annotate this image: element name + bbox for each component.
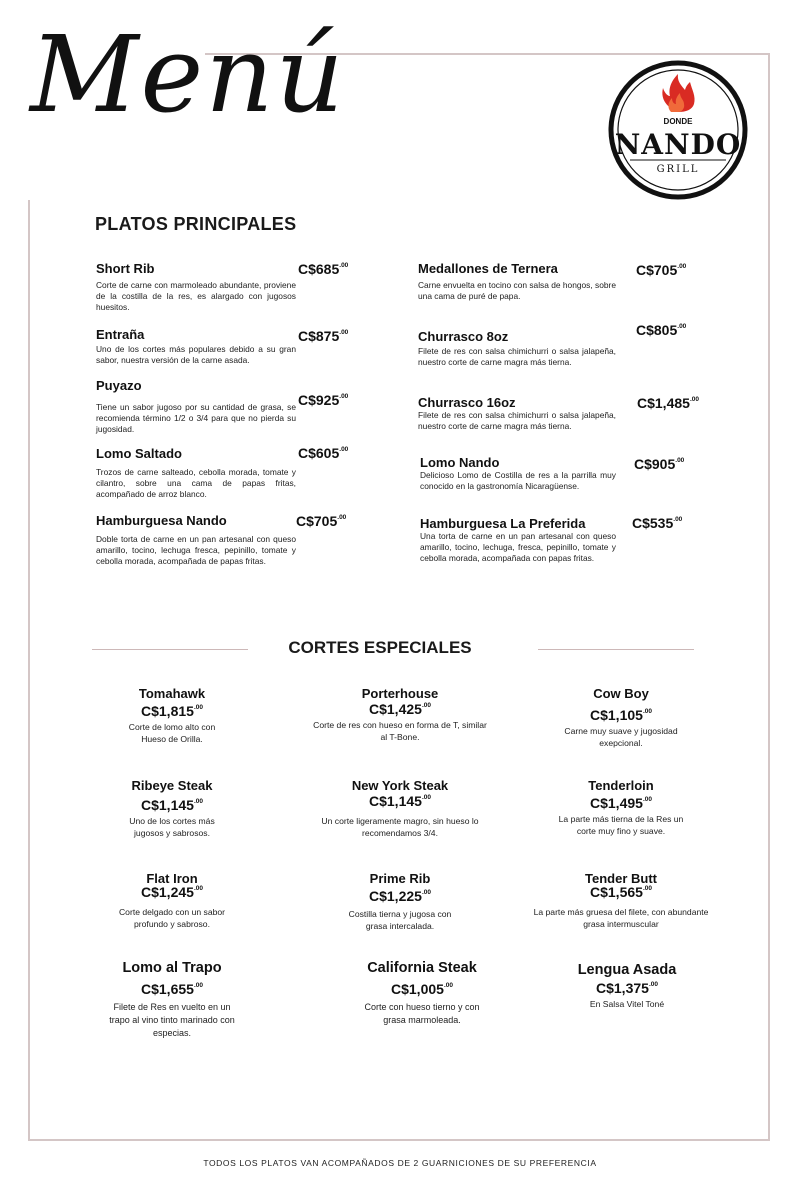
- cut-name: Porterhouse: [361, 686, 439, 701]
- cut-tenderloin: [531, 778, 711, 837]
- dish-churrasco-8oz: [418, 329, 616, 368]
- cut-desc: Corte con hueso tierno y con grasa marmoleada.: [364, 1002, 480, 1025]
- cut-name: Tomahawk: [138, 686, 206, 701]
- cut-tomahawk: [82, 686, 262, 745]
- cut-desc: En Salsa Vitel Toné: [589, 999, 665, 1009]
- cut-name: New York Steak: [351, 778, 449, 793]
- dish-desc: Doble torta de carne en un pan artesanal con queso amarillo, tocino, lechuga fresca, pepinillo, tomate y cebolla morada, acompañada de papas fritas.: [96, 534, 296, 567]
- dish-name: Churrasco 8oz: [418, 329, 509, 344]
- dish-price: $C\$535^{.00}$: [632, 515, 683, 531]
- cut-price: $C\$1,245^{.00}$: [141, 884, 203, 900]
- cut-desc: Costilla tierna y jugosa con grasa intercalada.: [348, 909, 452, 931]
- logo-name: NANDO: [614, 128, 742, 161]
- cut-price: $C\$1,145^{.00}$: [369, 793, 431, 809]
- cut-desc: Uno de los cortes más jugosos y sabrosos.: [129, 816, 215, 838]
- cut-porterhouse: [310, 686, 490, 743]
- dish-name: Hamburguesa La Preferida: [420, 516, 586, 531]
- cut-price: $C\$1,815^{.00}$: [141, 703, 203, 719]
- cut-new-york-steak: [310, 778, 490, 839]
- cut-name: Lomo al Trapo: [122, 960, 222, 976]
- cut-prime-rib: [310, 871, 490, 932]
- cut-name: Cow Boy: [593, 686, 649, 701]
- dish-entrana: [96, 327, 296, 366]
- logo-sub-text: GRILL: [656, 164, 700, 175]
- cut-name: Lengua Asada: [577, 962, 677, 978]
- dish-price: $C\$1,485^{.00}$: [637, 395, 699, 411]
- dish-medallones-de-ternera: [418, 261, 616, 302]
- cut-desc: La parte más tierna de la Res un corte muy fino y suave.: [558, 814, 684, 836]
- cut-name: California Steak: [367, 960, 477, 976]
- cut-desc: Corte de res con hueso en forma de T, similar al T-Bone.: [313, 720, 487, 742]
- cut-desc: Corte de lomo alto con Hueso de Orilla.: [128, 722, 216, 744]
- dish-desc: Filete de res con salsa chimichurri o salsa jalapeña, nuestro corte de carne magra más tierna.: [418, 410, 616, 432]
- dish-desc: Trozos de carne salteado, cebolla morada, tomate y cilantro, sobre una cama de papas fritas, acompañado de arroz blanco.: [96, 467, 296, 500]
- dish-desc: Corte de carne con marmoleado abundante, proviene de la costilla de la res, es alargado con jugosos huesitos.: [96, 280, 296, 313]
- logo-top-text: DONDE: [663, 117, 693, 126]
- dish-desc: Uno de los cortes más populares debido a su gran sabor, nuestra versión de la carne asada.: [96, 344, 296, 366]
- dish-desc: Tiene un sabor jugoso por su cantidad de grasa, se recomienda término 1/2 o 3/4 para que no pierda su jugosidad.: [96, 402, 296, 435]
- section-title-platos-principales: PLATOS PRINCIPALES: [95, 214, 297, 234]
- cut-desc: La parte más gruesa del filete, con abundante grasa intermuscular: [533, 907, 709, 929]
- dish-name: Entraña: [96, 327, 145, 342]
- dish-name: Short Rib: [96, 261, 155, 276]
- section-title-cortes-especiales: CORTES ESPECIALES: [288, 638, 472, 657]
- cut-price: $C\$1,145^{.00}$: [141, 797, 203, 813]
- cut-ribeye-steak: [82, 778, 262, 839]
- dish-puyazo: [96, 378, 296, 436]
- dish-name: Puyazo: [96, 378, 142, 393]
- cut-lomo-al-trapo: [82, 960, 262, 1040]
- cut-desc: Carne muy suave y jugosidad exepcional.: [564, 726, 678, 748]
- dish-name: Lomo Nando: [420, 455, 500, 470]
- divider-right: [538, 649, 694, 650]
- dish-short-rib: [96, 261, 296, 314]
- dish-lomo-saltado: [96, 446, 296, 501]
- cut-price: $C\$1,565^{.00}$: [590, 884, 652, 900]
- menu-title: Menú: [30, 13, 346, 136]
- dish-price: $C\$705^{.00}$: [636, 262, 687, 278]
- dish-price: $C\$925^{.00}$: [298, 392, 349, 408]
- cut-name: Tender Butt: [585, 871, 657, 886]
- cut-tender-butt: [531, 871, 711, 930]
- dish-name: Medallones de Ternera: [418, 261, 558, 276]
- dish-desc: Una torta de carne en un pan artesanal con queso amarillo, tocino, lechuga, fresca, pepinillo, tomate y cebolla morada, acompañada con papas fritas.: [420, 531, 616, 564]
- cut-price: $C\$1,105^{.00}$: [590, 707, 652, 723]
- cut-price: $C\$1,005^{.00}$: [391, 981, 453, 997]
- dish-price: $C\$905^{.00}$: [634, 456, 685, 472]
- dish-price: $C\$685^{.00}$: [298, 261, 349, 277]
- dish-churrasco-16oz: [418, 395, 616, 432]
- donde-nando-grill-logo: [608, 60, 748, 200]
- dish-name: Churrasco 16oz: [418, 395, 516, 410]
- cut-name: Flat Iron: [146, 871, 198, 886]
- cut-name: Tenderloin: [588, 778, 654, 793]
- cut-desc: Un corte ligeramente magro, sin hueso lo recomendamos 3/4.: [321, 816, 479, 838]
- cut-california-steak: [332, 960, 512, 1027]
- dish-desc: Delicioso Lomo de Costilla de res a la parrilla muy conocido en la gastronomía Nicaragüense.: [420, 470, 616, 492]
- dish-desc: Carne envuelta en tocino con salsa de hongos, sobre una cama de puré de papa.: [418, 280, 616, 302]
- dish-price: $C\$875^{.00}$: [298, 328, 349, 344]
- dish-hamburguesa-nando: [96, 513, 296, 568]
- cut-lengua-asada: [537, 962, 717, 1010]
- cut-desc: Filete de Res en vuelto en un trapo al vino tinto marinado con especias.: [109, 1002, 235, 1038]
- cut-cow-boy: [531, 686, 711, 749]
- divider-left: [92, 649, 248, 650]
- cut-price: $C\$1,495^{.00}$: [590, 795, 652, 811]
- footer-note: TODOS LOS PLATOS VAN ACOMPAÑADOS DE 2 GUARNICIONES DE SU PREFERENCIA: [203, 1158, 597, 1168]
- cut-price: $C\$1,375^{.00}$: [596, 980, 658, 996]
- cut-name: Prime Rib: [369, 871, 431, 886]
- dish-name: Hamburguesa Nando: [96, 513, 227, 528]
- cut-price: $C\$1,225^{.00}$: [369, 888, 431, 904]
- dish-lomo-nando: [420, 455, 616, 492]
- cut-flat-iron: [82, 871, 262, 930]
- cut-desc: Corte delgado con un sabor profundo y sabroso.: [118, 907, 226, 929]
- dish-hamburguesa-la-preferida: [420, 516, 616, 565]
- cut-price: $C\$1,655^{.00}$: [141, 981, 203, 997]
- dish-name: Lomo Saltado: [96, 446, 182, 461]
- dish-price: $C\$705^{.00}$: [296, 513, 347, 529]
- cut-name: Ribeye Steak: [131, 778, 213, 793]
- cut-price: $C\$1,425^{.00}$: [369, 701, 431, 717]
- dish-desc: Filete de res con salsa chimichurri o salsa jalapeña, nuestro corte de carne magra más tierna.: [418, 346, 616, 368]
- dish-price: $C\$805^{.00}$: [636, 322, 687, 338]
- dish-price: $C\$605^{.00}$: [298, 445, 349, 461]
